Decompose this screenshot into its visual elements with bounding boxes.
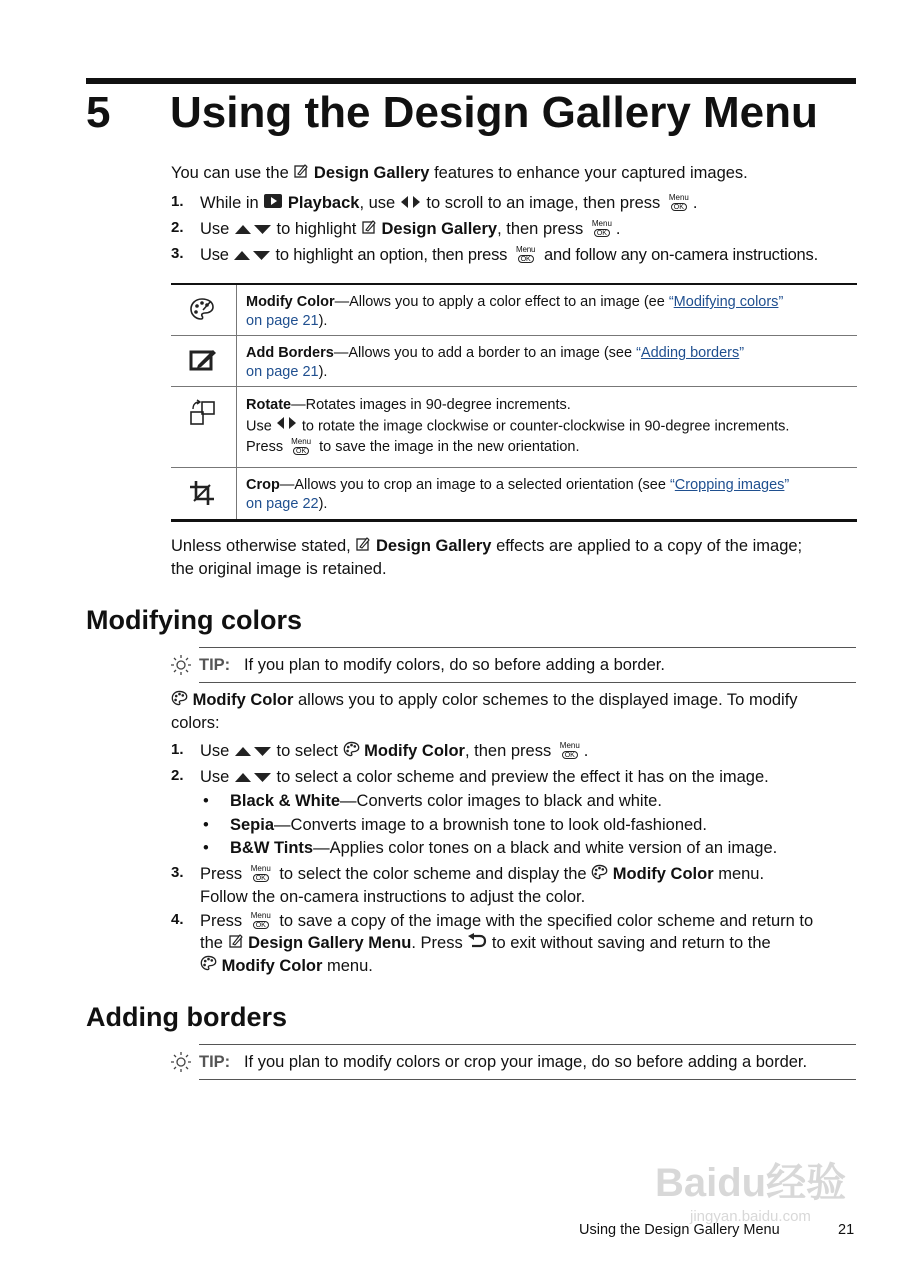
left-right-arrows-icon — [276, 416, 298, 437]
up-down-arrows-icon — [234, 219, 272, 241]
palette-icon — [591, 864, 608, 886]
table-row: Add Borders—Allows you to add a border to an image (see “Adding borders” on page 21). — [171, 336, 857, 387]
color-step-3: Press Menu OK to select the color scheme and display the Modify Color menu. Follow the on-camera instructions to adjust the color. — [200, 864, 765, 906]
chapter-title: Using the Design Gallery Menu — [170, 88, 818, 137]
tip-text: TIP: If you plan to modify colors, do so before adding a border. — [199, 656, 665, 674]
up-down-arrows-icon — [234, 741, 272, 763]
intro-paragraph: You can use the Design Gallery features to enhance your captured images. — [171, 162, 748, 185]
menu-ok-icon: Menu OK — [591, 219, 612, 238]
link-page-21[interactable]: on page 21 — [246, 313, 319, 329]
features-table — [171, 283, 857, 522]
step-number: 2. — [171, 767, 184, 784]
design-gallery-icon — [355, 536, 371, 558]
section-heading-modifying-colors: Modifying colors — [86, 605, 302, 635]
border-icon — [189, 348, 217, 372]
step-number: 3. — [171, 864, 184, 881]
crop-label: Crop — [246, 477, 280, 493]
step-1: While in Playback, use to scroll to an image, then press Menu OK . — [200, 192, 697, 215]
menu-ok-icon: Menu OK — [516, 245, 536, 264]
menu-ok-icon: Menu OK — [291, 437, 312, 455]
color-step-4: Press Menu OK to save a copy of the image with the specified color scheme and return to the Design Gallery Menu. Press to exit without saving and return to the Modify Color menu. — [200, 910, 813, 977]
step-number: 1. — [171, 193, 184, 210]
section-heading-adding-borders: Adding borders — [86, 1002, 287, 1032]
lightbulb-icon — [170, 1051, 192, 1078]
back-arrow-icon — [467, 933, 487, 955]
lightbulb-icon — [170, 654, 192, 681]
list-item: B&W Tints—Applies color tones on a black and white version of an image. — [230, 839, 778, 857]
watermark-url: jingyan.baidu.com — [690, 1208, 811, 1225]
bullet-dot: • — [203, 792, 209, 810]
link-modifying-colors[interactable]: Modifying colors — [673, 294, 779, 310]
palette-icon — [171, 690, 188, 712]
list-item: Black & White—Converts color images to black and white. — [230, 792, 662, 810]
step-2: Use to highlight Design Gallery, then press Menu OK . — [200, 218, 620, 241]
table-row: Crop—Allows you to crop an image to a selected orientation (see “Cropping images” on page 22). — [171, 468, 857, 519]
playback-icon — [263, 193, 283, 215]
menu-ok-icon: Menu OK — [250, 864, 271, 883]
link-cropping-images[interactable]: Cropping images — [674, 477, 785, 493]
bullet-dot: • — [203, 839, 209, 857]
modify-color-label: Modify Color — [246, 294, 335, 310]
menu-ok-icon: Menu OK — [559, 741, 580, 760]
up-down-arrows-icon — [234, 767, 272, 789]
crop-icon — [189, 480, 215, 506]
table-row: Modify Color—Allows you to apply a color effect to an image (ee “Modifying colors” on page 21). — [171, 285, 857, 336]
color-step-1: Use to select Modify Color, then press Menu OK . — [200, 740, 588, 763]
unless-paragraph: Unless otherwise stated, Design Gallery effects are applied to a copy of the image; the original image is retained. — [171, 537, 803, 578]
palette-icon — [343, 741, 360, 763]
watermark-logo: Baidu经验 — [655, 1161, 847, 1205]
menu-ok-icon: Menu OK — [250, 911, 271, 930]
design-gallery-icon — [361, 219, 377, 241]
modify-color-paragraph: Modify Color allows you to apply color schemes to the displayed image. To modify colors: — [171, 691, 798, 732]
rotate-label: Rotate — [246, 397, 292, 413]
design-gallery-icon — [228, 933, 244, 955]
step-number: 3. — [171, 245, 184, 262]
list-item: Sepia—Converts image to a brownish tone to look old-fashioned. — [230, 816, 707, 834]
link-page-21[interactable]: on page 21 — [246, 364, 319, 380]
step-number: 1. — [171, 741, 184, 758]
step-number: 4. — [171, 911, 184, 928]
link-page-22[interactable]: on page 22 — [246, 496, 319, 512]
table-row: Rotate—Rotates images in 90-degree increments. Use to rotate the image clockwise or counter-clockwise in 90-degree increments. Press Menu OK to save the image in the new orientation. — [171, 387, 857, 468]
design-gallery-icon — [293, 163, 309, 185]
up-down-arrows-icon — [233, 245, 271, 267]
page-number: 21 — [838, 1222, 855, 1238]
rotate-icon — [189, 399, 217, 427]
bullet-dot: • — [203, 816, 209, 834]
step-number: 2. — [171, 219, 184, 236]
color-step-2: Use to select a color scheme and preview the effect it has on the image. — [200, 766, 769, 789]
palette-icon — [200, 955, 217, 977]
add-borders-label: Add Borders — [246, 345, 334, 361]
chapter-number: 5 — [86, 88, 111, 137]
left-right-arrows-icon — [400, 193, 422, 215]
palette-icon — [189, 297, 215, 321]
link-adding-borders[interactable]: Adding borders — [640, 345, 740, 361]
footer-title: Using the Design Gallery Menu — [579, 1222, 780, 1238]
tip-text: TIP: If you plan to modify colors or crop your image, do so before adding a border. — [199, 1053, 808, 1071]
step-3: Use to highlight an option, then press Menu OK and follow any on-camera instructions. — [200, 244, 818, 267]
menu-ok-icon: Menu OK — [668, 193, 689, 212]
